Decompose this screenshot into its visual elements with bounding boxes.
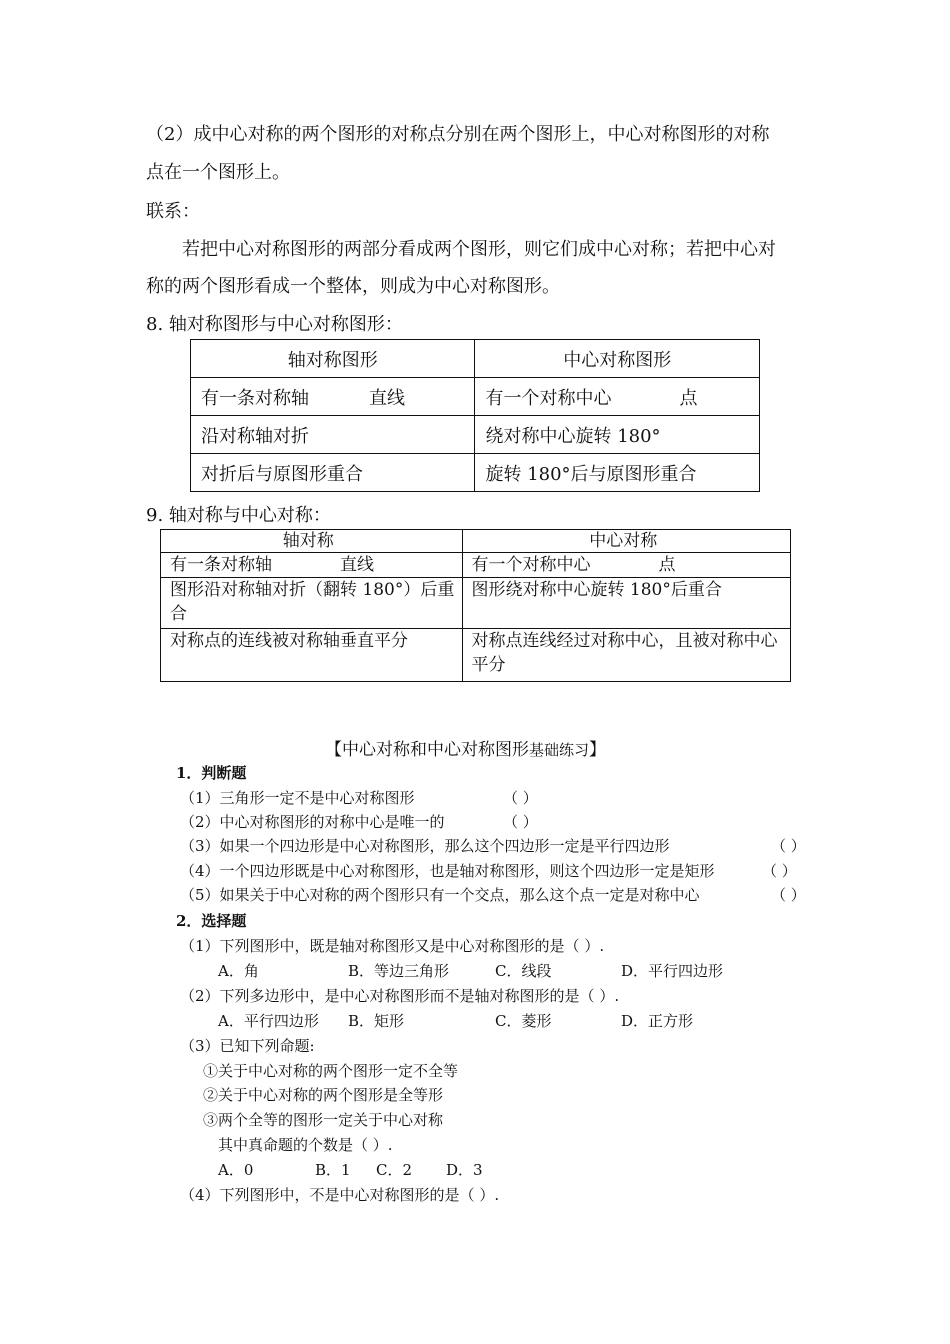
title-end: 】: [589, 740, 607, 760]
q1-blank-1: （ ）: [503, 789, 538, 807]
link-line-2: 称的两个图形看成一个整体，则成为中心对称图形。: [146, 276, 560, 297]
q1-item-4: （4）一个四边形既是中心对称图形，也是轴对称图形，则这个四边形一定是矩形: [180, 862, 715, 880]
intro-line-2: 点在一个图形上。: [146, 162, 290, 183]
q2-3-option-b: B．1: [315, 1161, 351, 1179]
table-header-cell: 中心对称图形: [475, 340, 760, 378]
q2-3-prop-2: ②关于中心对称的两个图形是全等形: [203, 1086, 444, 1104]
q2-3-option-c: C．2: [376, 1161, 413, 1179]
section8-table: [190, 339, 760, 492]
title-small: 基础练习: [529, 741, 590, 759]
table-cell: 图形沿对称轴对折（翻转 180°）后重合: [161, 578, 463, 629]
cell-text: 有一条对称轴: [170, 555, 272, 575]
table-cell: 绕对称中心旋转 180°: [475, 416, 760, 454]
table-header-row: [191, 340, 760, 378]
q2-2: （2）下列多边形中，是中心对称图形而不是轴对称图形的是（ ）.: [180, 987, 620, 1005]
cell-text: 有一条对称轴: [201, 387, 309, 409]
table-row: [191, 416, 760, 454]
table-header-row: [161, 530, 791, 553]
table-cell: 对折后与原图形重合: [191, 454, 475, 492]
q2-1-option-b: B．等边三角形: [348, 962, 450, 980]
q2-3-option-d: D．3: [446, 1161, 483, 1179]
q1-item-1: （1）三角形一定不是中心对称图形: [180, 789, 415, 807]
link-label: 联系：: [146, 201, 200, 222]
q2-2-option-d: D．正方形: [621, 1012, 694, 1030]
q1-blank-2: （ ）: [503, 813, 538, 831]
q2-2-option-a: A．平行四边形: [218, 1012, 319, 1030]
section9-table: [160, 529, 791, 682]
cell-text: 点: [658, 555, 676, 575]
table-cell: [475, 378, 760, 416]
table-cell: [161, 553, 463, 578]
table-cell: 旋转 180°后与原图形重合: [475, 454, 760, 492]
q2-4: （4）下列图形中，不是中心对称图形的是（ ）.: [180, 1186, 500, 1204]
q2-3: （3）已知下列命题:: [180, 1037, 315, 1055]
q2-2-option-b: B．矩形: [348, 1012, 405, 1030]
cell-text: 有一个对称中心: [485, 387, 612, 409]
q2-3-prop-3: ③两个全等的图形一定关于中心对称: [203, 1111, 444, 1129]
exercise-title: [325, 735, 606, 760]
table-row: [191, 454, 760, 492]
q2-1: （1）下列图形中，既是轴对称图形又是中心对称图形的是（ ）.: [180, 937, 605, 955]
q2-3-prop-1: ①关于中心对称的两个图形一定不全等: [203, 1062, 459, 1080]
table-cell: 对称点连线经过对称中心，且被对称中心平分: [462, 629, 790, 682]
q1-blank-4: （ ）: [762, 862, 797, 880]
table-row: [191, 378, 760, 416]
cell-text: 有一个对称中心: [471, 555, 591, 575]
q2-3-option-a: A．0: [218, 1161, 254, 1179]
q2-1-option-c: C．线段: [495, 962, 552, 980]
q2-1-option-a: A．角: [218, 962, 259, 980]
q2-1-option-d: D．平行四边形: [621, 962, 724, 980]
intro-line-1: （2）成中心对称的两个图形的对称点分别在两个图形上，中心对称图形的对称: [146, 124, 770, 145]
table-header-cell: 轴对称: [161, 530, 463, 553]
table-cell: [462, 553, 790, 578]
q2-2-option-c: C．菱形: [495, 1012, 552, 1030]
table-cell: 沿对称轴对折: [191, 416, 475, 454]
section9-heading: 9. 轴对称与中心对称：: [146, 505, 331, 526]
table-cell: 图形绕对称中心旋转 180°后重合: [462, 578, 790, 629]
q1-blank-3: （ ）: [771, 837, 806, 855]
q1-item-3: （3）如果一个四边形是中心对称图形，那么这个四边形一定是平行四边形: [180, 837, 670, 855]
table-header-cell: 轴对称图形: [191, 340, 475, 378]
link-line-1: 若把中心对称图形的两部分看成两个图形，则它们成中心对称；若把中心对: [182, 239, 776, 260]
q2-heading: 2．选择题: [176, 912, 247, 930]
table-row: [161, 553, 791, 578]
title-main: 【中心对称和中心对称图形: [325, 740, 529, 760]
q2-3-ask: 其中真命题的个数是（ ）.: [218, 1136, 393, 1154]
cell-text: 直线: [369, 387, 405, 409]
q1-item-5: （5）如果关于中心对称的两个图形只有一个交点，那么这个点一定是对称中心: [180, 886, 700, 904]
cell-text: 直线: [340, 555, 374, 575]
table-row: [161, 578, 791, 629]
table-header-cell: 中心对称: [462, 530, 790, 553]
table-cell: 对称点的连线被对称轴垂直平分: [161, 629, 463, 682]
section8-heading: 8. 轴对称图形与中心对称图形：: [146, 314, 403, 335]
q1-heading: 1．判断题: [176, 764, 247, 782]
table-cell: [191, 378, 475, 416]
table-row: [161, 629, 791, 682]
q1-blank-5: （ ）: [771, 886, 806, 904]
cell-text: 点: [679, 387, 698, 409]
q1-item-2: （2）中心对称图形的对称中心是唯一的: [180, 813, 445, 831]
